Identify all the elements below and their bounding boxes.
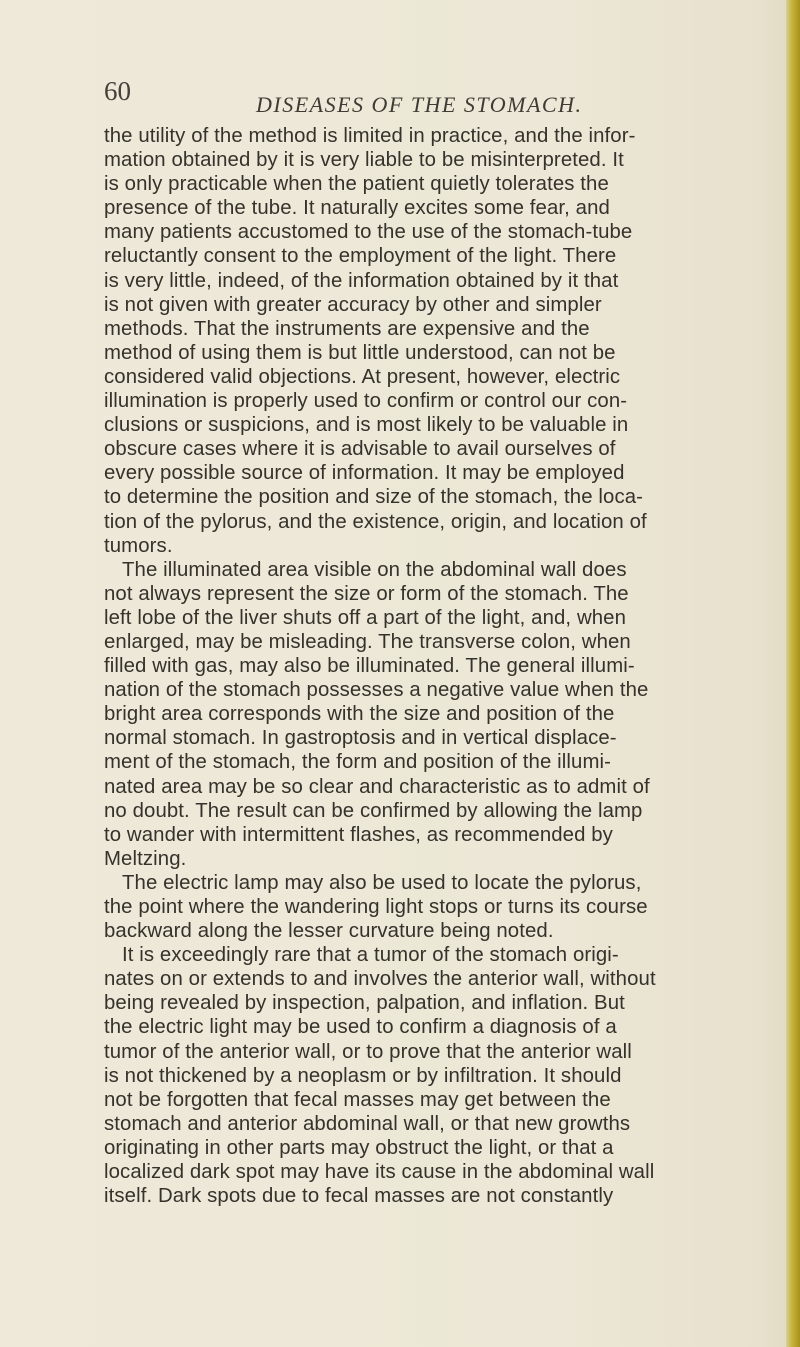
text-line: nated area may be so clear and characteristic as to admit of bbox=[104, 775, 650, 798]
text-line: localized dark spot may have its cause in the abdominal wall bbox=[104, 1161, 655, 1184]
text-line: mation obtained by it is very liable to be misinterpreted. It bbox=[104, 149, 624, 172]
text-line: the electric light may be used to confirm a diagnosis of a bbox=[104, 1016, 617, 1039]
text-line: enlarged, may be misleading. The transverse colon, when bbox=[104, 630, 631, 653]
text-line: filled with gas, may also be illuminated. The general illumi- bbox=[104, 655, 635, 678]
text-line: It is exceedingly rare that a tumor of the stomach origi- bbox=[122, 944, 619, 967]
text-line: considered valid objections. At present, however, electric bbox=[104, 365, 621, 388]
text-line: obscure cases where it is advisable to avail ourselves of bbox=[104, 438, 616, 461]
text-line: The electric lamp may also be used to locate the pylorus, bbox=[122, 871, 642, 894]
text-line: the utility of the method is limited in practice, and the infor- bbox=[104, 125, 636, 147]
text-line: tumor of the anterior wall, or to prove that the anterior wall bbox=[104, 1040, 632, 1063]
text-line: the point where the wandering light stops or turns its course bbox=[104, 896, 648, 918]
text-line: no doubt. The result can be confirmed by allowing the lamp bbox=[104, 799, 643, 822]
binding-edge bbox=[786, 0, 800, 1347]
text-line: methods. That the instruments are expensive and the bbox=[104, 317, 590, 340]
text-line: method of using them is but little understood, can not be bbox=[104, 341, 616, 364]
text-line: presence of the tube. It naturally excites some fear, and bbox=[104, 197, 610, 220]
text-line: backward along the lesser curvature being noted. bbox=[104, 920, 554, 943]
text-line: stomach and anterior abdominal wall, or that new growths bbox=[104, 1112, 631, 1135]
text-line: Meltzing. bbox=[104, 847, 187, 870]
text-line: illumination is properly used to confirm or control our con- bbox=[104, 390, 628, 413]
text-line: nates on or extends to and involves the anterior wall, without bbox=[104, 968, 656, 991]
text-line: being revealed by inspection, palpation, and inflation. But bbox=[104, 992, 625, 1015]
text-line: The illuminated area visible on the abdominal wall does bbox=[122, 558, 627, 581]
text-line: many patients accustomed to the use of the stomach-tube bbox=[104, 221, 633, 244]
text-line: to determine the position and size of the stomach, the loca- bbox=[104, 486, 644, 509]
text-line: itself. Dark spots due to fecal masses are not constantly bbox=[104, 1185, 614, 1208]
text-line: ment of the stomach, the form and position of the illumi- bbox=[104, 751, 612, 774]
text-line: is only practicable when the patient quietly tolerates the bbox=[104, 173, 609, 196]
text-line: tumors. bbox=[104, 534, 173, 557]
text-line: not be forgotten that fecal masses may get between the bbox=[104, 1088, 611, 1111]
running-head: DISEASES OF THE STOMACH. bbox=[256, 92, 583, 117]
text-line: every possible source of information. It may be employed bbox=[104, 462, 625, 485]
text-line: tion of the pylorus, and the existence, origin, and location of bbox=[104, 510, 647, 533]
text-line: is not thickened by a neoplasm or by infiltration. It should bbox=[104, 1064, 622, 1087]
body-text bbox=[104, 124, 784, 1208]
text-line: not always represent the size or form of the stomach. The bbox=[104, 582, 629, 605]
text-line: originating in other parts may obstruct the light, or that a bbox=[104, 1136, 614, 1159]
text-line: is not given with greater accuracy by other and simpler bbox=[104, 293, 602, 316]
text-line: bright area corresponds with the size and position of the bbox=[104, 703, 615, 726]
text-line: is very little, indeed, of the information obtained by it that bbox=[104, 269, 619, 292]
page-number: 60 bbox=[104, 76, 131, 106]
text-line: reluctantly consent to the employment of the light. There bbox=[104, 245, 617, 268]
text-line: nation of the stomach possesses a negative value when the bbox=[104, 679, 649, 702]
text-line: left lobe of the liver shuts off a part of the light, and, when bbox=[104, 606, 627, 629]
text-line: normal stomach. In gastroptosis and in vertical displace- bbox=[104, 727, 617, 750]
text-line: to wander with intermittent flashes, as recommended by bbox=[104, 823, 613, 846]
text-line: clusions or suspicions, and is most likely to be valuable in bbox=[104, 414, 629, 437]
